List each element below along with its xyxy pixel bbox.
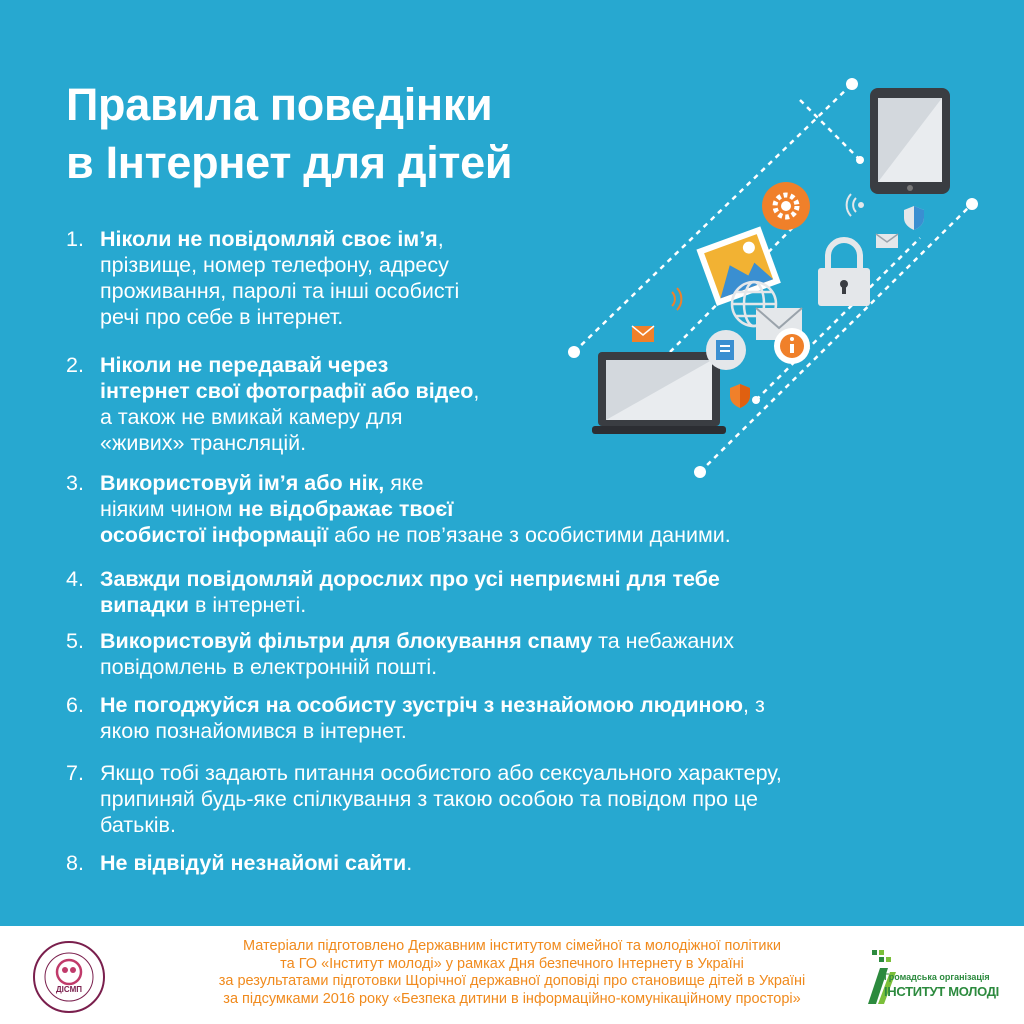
rule-bold-segment: Завжди повідомляй дорослих про усі неприємні для тебе — [100, 567, 720, 591]
rule-segment: якою познайомився в інтернет. — [100, 719, 407, 743]
rule-segment: повідомлень в електронній пошті. — [100, 655, 438, 679]
rule-bold-segment: особистої інформації — [100, 523, 329, 547]
disp-logo-icon — [32, 940, 106, 1014]
rule-number: 4. — [66, 567, 84, 591]
rule-bold-segment: не відображає твоєї — [238, 497, 454, 521]
rule-segment: яке — [384, 471, 424, 495]
document-icon — [706, 330, 746, 370]
title-line-2: в Інтернет для дітей — [66, 137, 513, 188]
logo-left-label: ДІСМП — [55, 985, 83, 994]
logo-right-title: ІНСТИТУТ МОЛОДІ — [884, 984, 999, 999]
page-title — [66, 76, 512, 192]
rule-segment: в інтернеті. — [189, 593, 307, 617]
footer-text — [150, 938, 874, 1008]
footer-line-2: та ГО «Інститут молоді» у рамках Дня безпечного Інтернету в Україні — [280, 955, 744, 972]
rule-bold-segment: Ніколи не повідомляй своє ім’я — [100, 227, 438, 251]
rule-bold-segment: Використовуй ім’я або нік, — [100, 471, 385, 495]
rule-line — [100, 654, 734, 680]
laptop-icon — [592, 352, 726, 434]
footer — [0, 926, 1024, 1024]
rule-line — [100, 404, 479, 430]
footer-line-3: за результатами підготовки Щорічної державної доповіді про становище дітей в Україні — [218, 973, 806, 989]
rule-line — [100, 378, 479, 404]
rule-segment: , — [473, 379, 480, 403]
picture-icon — [696, 226, 780, 306]
rule-line — [100, 352, 479, 378]
rule-segment: речі про себе в інтернет. — [100, 305, 344, 329]
rule-line — [100, 430, 479, 456]
rule-number: 6. — [66, 693, 84, 717]
institute-logo — [866, 948, 999, 1006]
rule-line — [100, 592, 720, 618]
rule-line — [100, 628, 734, 654]
rule-line — [100, 718, 765, 744]
tablet-icon — [870, 88, 950, 194]
rule-bold-segment: випадки — [100, 593, 190, 617]
rule-line — [100, 812, 782, 838]
rule-segment: Якщо тобі задають питання особистого або сексуального характеру, — [100, 761, 782, 785]
rule-bold-segment: інтернет свої фотографії або відео — [100, 379, 474, 403]
rule-segment: батьків. — [100, 813, 176, 837]
rule-line — [100, 226, 459, 252]
gear-icon — [762, 182, 810, 230]
rule-number: 1. — [66, 227, 84, 251]
footer-line-1: Матеріали підготовлено Державним інститутом сімейної та молодіжної політики — [243, 938, 781, 954]
rule-text — [100, 760, 782, 838]
rule-number: 8. — [66, 851, 84, 875]
rule-segment: ніяким чином — [100, 497, 239, 521]
rule-segment: а також не вмикай камеру для — [100, 405, 403, 429]
rule-line — [100, 278, 459, 304]
rule-segment: , — [437, 227, 444, 251]
rule-text — [100, 226, 459, 330]
rule-line — [100, 566, 720, 592]
logo-right-subtitle: Громадська організація — [884, 972, 990, 982]
rule-number: 3. — [66, 471, 84, 495]
rule-bold-segment: Не відвідуй незнайомі сайти — [100, 851, 407, 875]
rule-segment: , з — [743, 693, 765, 717]
rule-bold-segment: Використовуй фільтри для блокування спаму — [100, 629, 593, 653]
rule-text — [100, 628, 734, 680]
padlock-icon — [818, 240, 870, 306]
rule-number: 7. — [66, 761, 84, 785]
rule-segment: . — [406, 851, 413, 875]
info-icon — [774, 328, 810, 364]
rule-text — [100, 692, 765, 744]
internet-illustration — [560, 60, 1000, 490]
rule-line — [100, 496, 731, 522]
rule-line — [100, 692, 765, 718]
rule-line — [100, 304, 459, 330]
rule-segment: прізвище, номер телефону, адресу — [100, 253, 449, 277]
rule-line — [100, 252, 459, 278]
title-line-1: Правила поведінки — [66, 79, 493, 130]
rule-number: 5. — [66, 629, 84, 653]
rule-segment: та небажаних — [592, 629, 735, 653]
rule-text — [100, 566, 720, 618]
rule-text — [100, 850, 412, 876]
rule-bold-segment: Не погоджуйся на особисту зустріч з незнайомою людиною — [100, 693, 744, 717]
rule-segment: проживання, паролі та інші особисті — [100, 279, 460, 303]
rule-line — [100, 760, 782, 786]
rule-line — [100, 522, 731, 548]
rule-line — [100, 786, 782, 812]
rule-segment: або не пов’язане з особистими даними. — [328, 523, 731, 547]
rule-bold-segment: Ніколи не передавай через — [100, 353, 389, 377]
rule-line — [100, 850, 412, 876]
footer-line-4: за підсумками 2016 року «Безпека дитини в інформаційно-комунікаційному просторі» — [223, 990, 801, 1007]
rule-text — [100, 352, 479, 456]
rule-number: 2. — [66, 353, 84, 377]
rule-segment: припиняй будь-яке спілкування з такою особою та повідом про це — [100, 787, 758, 811]
rule-segment: «живих» трансляцій. — [100, 431, 307, 455]
